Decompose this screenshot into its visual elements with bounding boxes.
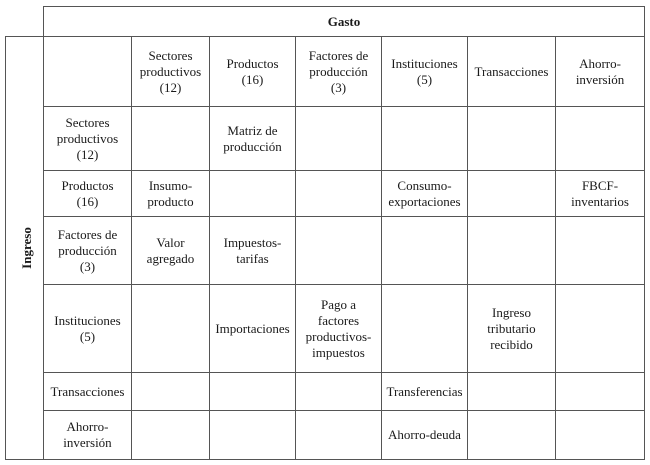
gasto-header: Gasto [44,7,645,37]
cell-fbcf-inventarios: FBCF- inventarios [556,171,645,217]
cell [382,217,468,285]
cell [132,411,210,460]
ingreso-label: Ingreso [18,227,34,269]
cell [556,411,645,460]
cell [468,107,556,171]
cell-pago-factores: Pago a factores productivos- impuestos [296,285,382,373]
cell [296,373,382,411]
sam-table-container [5,6,644,459]
cell [556,285,645,373]
cell-importaciones: Importaciones [210,285,296,373]
cell [296,107,382,171]
cell-transferencias: Transferencias [382,373,468,411]
row-header-instituciones: Instituciones (5) [44,285,132,373]
cell-insumo-producto: Insumo- producto [132,171,210,217]
cell [556,373,645,411]
cell [296,171,382,217]
col-header-transacciones: Transacciones [468,37,556,107]
corner-cell [6,7,44,37]
col-header-productos: Productos (16) [210,37,296,107]
row-header-sectores: Sectores productivos (12) [44,107,132,171]
cell [382,285,468,373]
col-header-factores: Factores de producción (3) [296,37,382,107]
cell [556,217,645,285]
cell [210,411,296,460]
cell-consumo-exportaciones: Consumo- exportaciones [382,171,468,217]
cell [210,373,296,411]
cell [382,107,468,171]
cell [296,411,382,460]
cell-valor-agregado: Valor agregado [132,217,210,285]
cell [132,285,210,373]
cell [468,171,556,217]
cell [468,373,556,411]
cell [132,373,210,411]
row-header-ahorro: Ahorro- inversión [44,411,132,460]
cell-impuestos-tarifas: Impuestos- tarifas [210,217,296,285]
cell [210,171,296,217]
cell-ingreso-tributario: Ingreso tributario recibido [468,285,556,373]
ingreso-header [6,37,44,460]
cell [296,217,382,285]
row-header-productos: Productos (16) [44,171,132,217]
cell [132,107,210,171]
cell [468,411,556,460]
cell [468,217,556,285]
col-header-sectores: Sectores productivos (12) [132,37,210,107]
cell [556,107,645,171]
row-header-transacciones: Transacciones [44,373,132,411]
row-header-factores: Factores de producción (3) [44,217,132,285]
cell-matriz-produccion: Matriz de producción [210,107,296,171]
social-accounting-matrix-table [5,6,645,460]
cell-ahorro-deuda: Ahorro-deuda [382,411,468,460]
col-header-instituciones: Instituciones (5) [382,37,468,107]
header-empty-cell [44,37,132,107]
col-header-ahorro: Ahorro- inversión [556,37,645,107]
